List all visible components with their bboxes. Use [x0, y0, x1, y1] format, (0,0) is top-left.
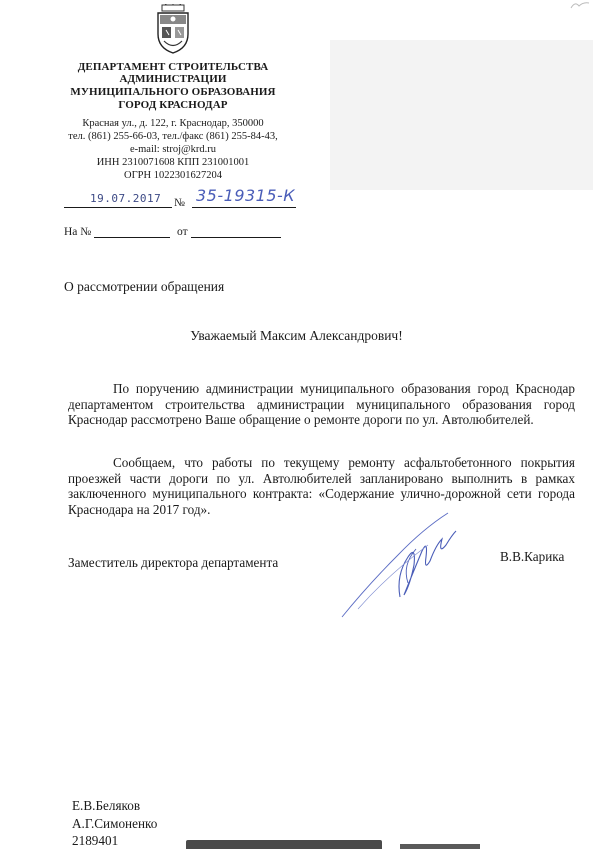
org-name-line1: ДЕПАРТАМЕНТ СТРОИТЕЛЬСТВА: [77, 61, 269, 73]
registration-number-field: [192, 186, 296, 208]
handwritten-signature: [338, 505, 478, 625]
org-address: Красная ул., д. 122, г. Краснодар, 350000: [82, 118, 264, 129]
registration-number-label: №: [174, 197, 185, 209]
letter-paragraph-1: По поручению администрации муниципального образования город Краснодар департаментом строительства администрации муниципального образования город Краснодар рассмотрено Ваше обращение о ремонте дороги по ул. Автолюбителей.: [68, 381, 575, 428]
executor-name-2: А.Г.Симоненко: [72, 816, 158, 831]
executor-name-1: Е.В.Беляков: [72, 798, 141, 813]
letter-subject: О рассмотрении обращения: [64, 279, 225, 294]
registration-date: 19.07.2017: [90, 192, 162, 205]
registration-date-field: [64, 193, 172, 208]
signer-name: В.В.Карика: [500, 549, 565, 564]
redacted-recipient-block: [330, 40, 593, 190]
viewer-toolbar-segment: [400, 844, 480, 849]
coat-of-arms-icon: [154, 4, 192, 54]
reply-to-blank: [94, 226, 170, 238]
letter-greeting: Уважаемый Максим Александрович!: [190, 328, 403, 343]
org-name-line4: ГОРОД КРАСНОДАР: [118, 99, 228, 111]
org-email: e-mail: stroj@krd.ru: [129, 144, 217, 155]
reply-to-label: На №: [64, 226, 92, 238]
viewer-toolbar: [186, 840, 382, 849]
executor-phone: 2189401: [72, 833, 119, 848]
letter-paragraph-2: Сообщаем, что работы по текущему ремонту асфальтобетонного покрытия проезжей части дороги по ул. Автолюбителей запланировано выполнить в рамках заключенного муниципального контракта: «Содержание улично-дорожной сети города Краснодара на 2017 год».: [68, 455, 575, 517]
reply-date-label: от: [177, 226, 188, 238]
org-ogrn: ОГРН 1022301627204: [124, 170, 222, 181]
corner-mark: [569, 0, 591, 10]
org-name-line2: АДМИНИСТРАЦИИ: [119, 73, 227, 85]
org-name-line3: МУНИЦИПАЛЬНОГО ОБРАЗОВАНИЯ: [70, 86, 276, 98]
org-inn-kpp: ИНН 2310071608 КПП 231001001: [96, 157, 250, 168]
reply-date-blank: [191, 226, 281, 238]
org-phones: тел. (861) 255-66-03, тел./факс (861) 255-84-43,: [68, 131, 278, 142]
registration-number: 35-19315-К: [196, 186, 296, 205]
signer-title: Заместитель директора департамента: [68, 555, 279, 570]
reply-reference-line: [64, 226, 281, 238]
